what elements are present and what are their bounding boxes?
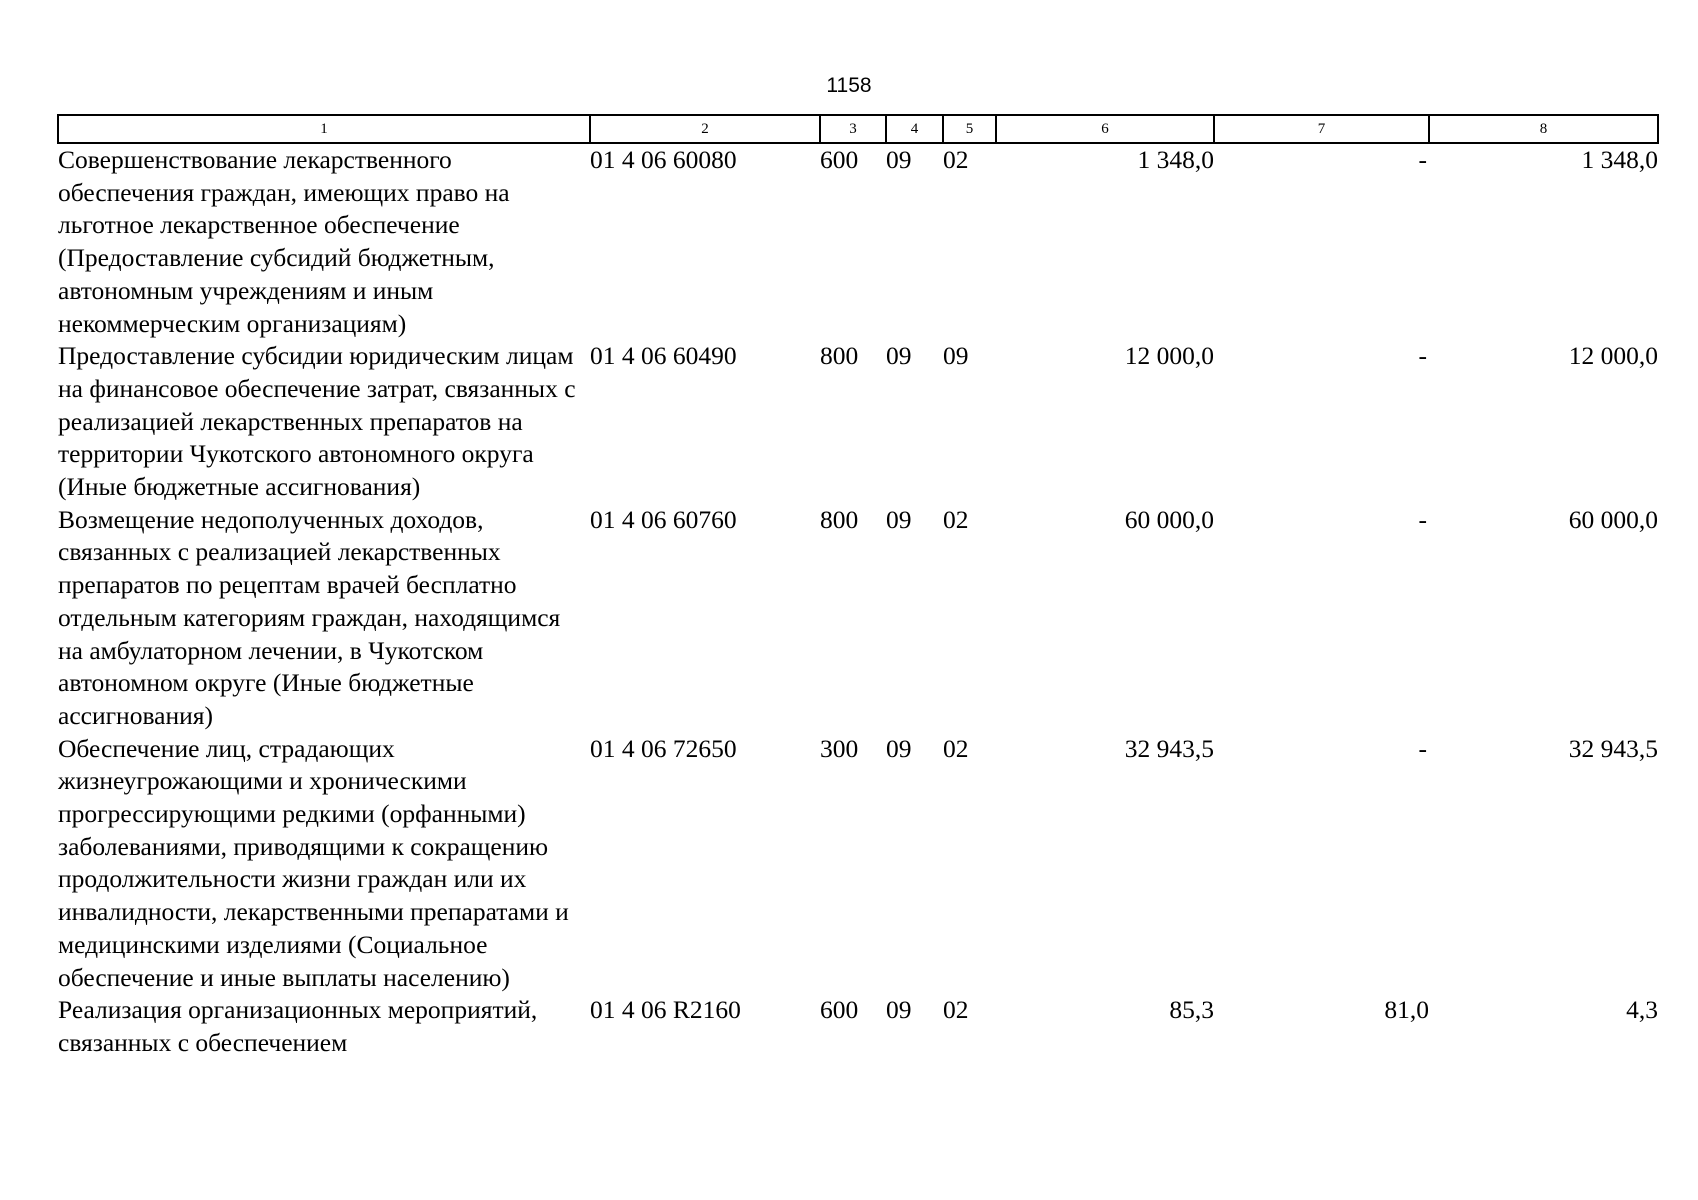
row-name: Обеспечение лиц, страдающих жизнеугрожающими и хроническими прогрессирующими редкими (орфанными) заболеваниями, приводящими к сокращению продолжительности жизни граждан или их инвалидности, лекарственными препаратами и медицинскими изделиями (Социальное обеспечение и иные выплаты населению): [58, 733, 569, 992]
row-name: Предоставление субсидии юридическим лицам на финансовое обеспечение затрат, связанных с реализацией лекарственных препаратов на территории Чукотского автономного округа (Иные бюджетные ассигнования): [58, 341, 576, 502]
table-row: [58, 733, 1658, 995]
row-federal: -: [1418, 733, 1427, 763]
row-subsection: 02: [943, 145, 969, 174]
row-total: 1 348,0: [1137, 145, 1214, 174]
row-section: 09: [886, 145, 912, 174]
table-row: [58, 504, 1658, 733]
page-number: 1158: [826, 74, 872, 97]
row-target-code: 01 4 06 R2160: [590, 995, 741, 1025]
row-total: 85,3: [1169, 995, 1214, 1025]
budget-table-container: [57, 114, 1657, 1060]
header-row: [58, 115, 1658, 143]
header-col-8: 8: [1429, 115, 1658, 143]
table-row: [58, 994, 1658, 1059]
row-expense-type: 800: [820, 341, 859, 371]
row-subsection: 02: [943, 504, 969, 534]
row-total: 60 000,0: [1124, 504, 1214, 534]
row-total: 32 943,5: [1124, 733, 1214, 763]
row-federal: 81,0: [1384, 995, 1429, 1025]
row-section: 09: [886, 995, 912, 1025]
row-regional: 60 000,0: [1568, 504, 1658, 534]
row-section: 09: [886, 341, 912, 371]
header-col-4: 4: [886, 115, 943, 143]
row-subsection: 02: [943, 995, 969, 1025]
row-regional: 4,3: [1626, 995, 1658, 1025]
row-federal: -: [1418, 145, 1427, 174]
row-section: 09: [886, 733, 912, 763]
row-target-code: 01 4 06 60490: [590, 341, 737, 371]
row-regional: 32 943,5: [1568, 733, 1658, 763]
row-target-code: 01 4 06 60080: [590, 145, 737, 174]
row-subsection: 09: [943, 341, 969, 371]
row-name: Совершенствование лекарственного обеспечения граждан, имеющих право на льготное лекарственное обеспечение (Предоставление субсидий бюджетным, автономным учреждениям и иным некоммерческим организациям): [58, 145, 510, 338]
table-row: [58, 143, 1658, 340]
header-col-2: 2: [590, 115, 820, 143]
row-expense-type: 800: [820, 504, 859, 534]
row-name: Реализация организационных мероприятий, связанных с обеспечением: [58, 995, 538, 1057]
budget-table: [57, 114, 1659, 1060]
row-total: 12 000,0: [1124, 341, 1214, 371]
header-col-6: 6: [996, 115, 1214, 143]
table-body: [58, 143, 1658, 1060]
header-col-7: 7: [1214, 115, 1429, 143]
row-expense-type: 600: [820, 145, 859, 174]
row-section: 09: [886, 504, 912, 534]
row-subsection: 02: [943, 733, 969, 763]
row-name: Возмещение недополученных доходов, связанных с реализацией лекарственных препаратов по рецептам врачей бесплатно отдельным категориям граждан, находящимся на амбулаторном лечении, в Чукотском автономном округе (Иные бюджетные ассигнования): [58, 504, 561, 730]
row-federal: -: [1418, 341, 1427, 371]
table-row: [58, 340, 1658, 504]
row-expense-type: 600: [820, 995, 859, 1025]
row-federal: -: [1418, 504, 1427, 534]
row-target-code: 01 4 06 60760: [590, 504, 737, 534]
row-regional: 12 000,0: [1568, 341, 1658, 371]
header-col-1: 1: [58, 115, 590, 143]
row-regional: 1 348,0: [1581, 145, 1658, 174]
row-target-code: 01 4 06 72650: [590, 733, 737, 763]
table-header: [58, 115, 1658, 143]
header-col-3: 3: [820, 115, 886, 143]
row-expense-type: 300: [820, 733, 859, 763]
header-col-5: 5: [943, 115, 996, 143]
